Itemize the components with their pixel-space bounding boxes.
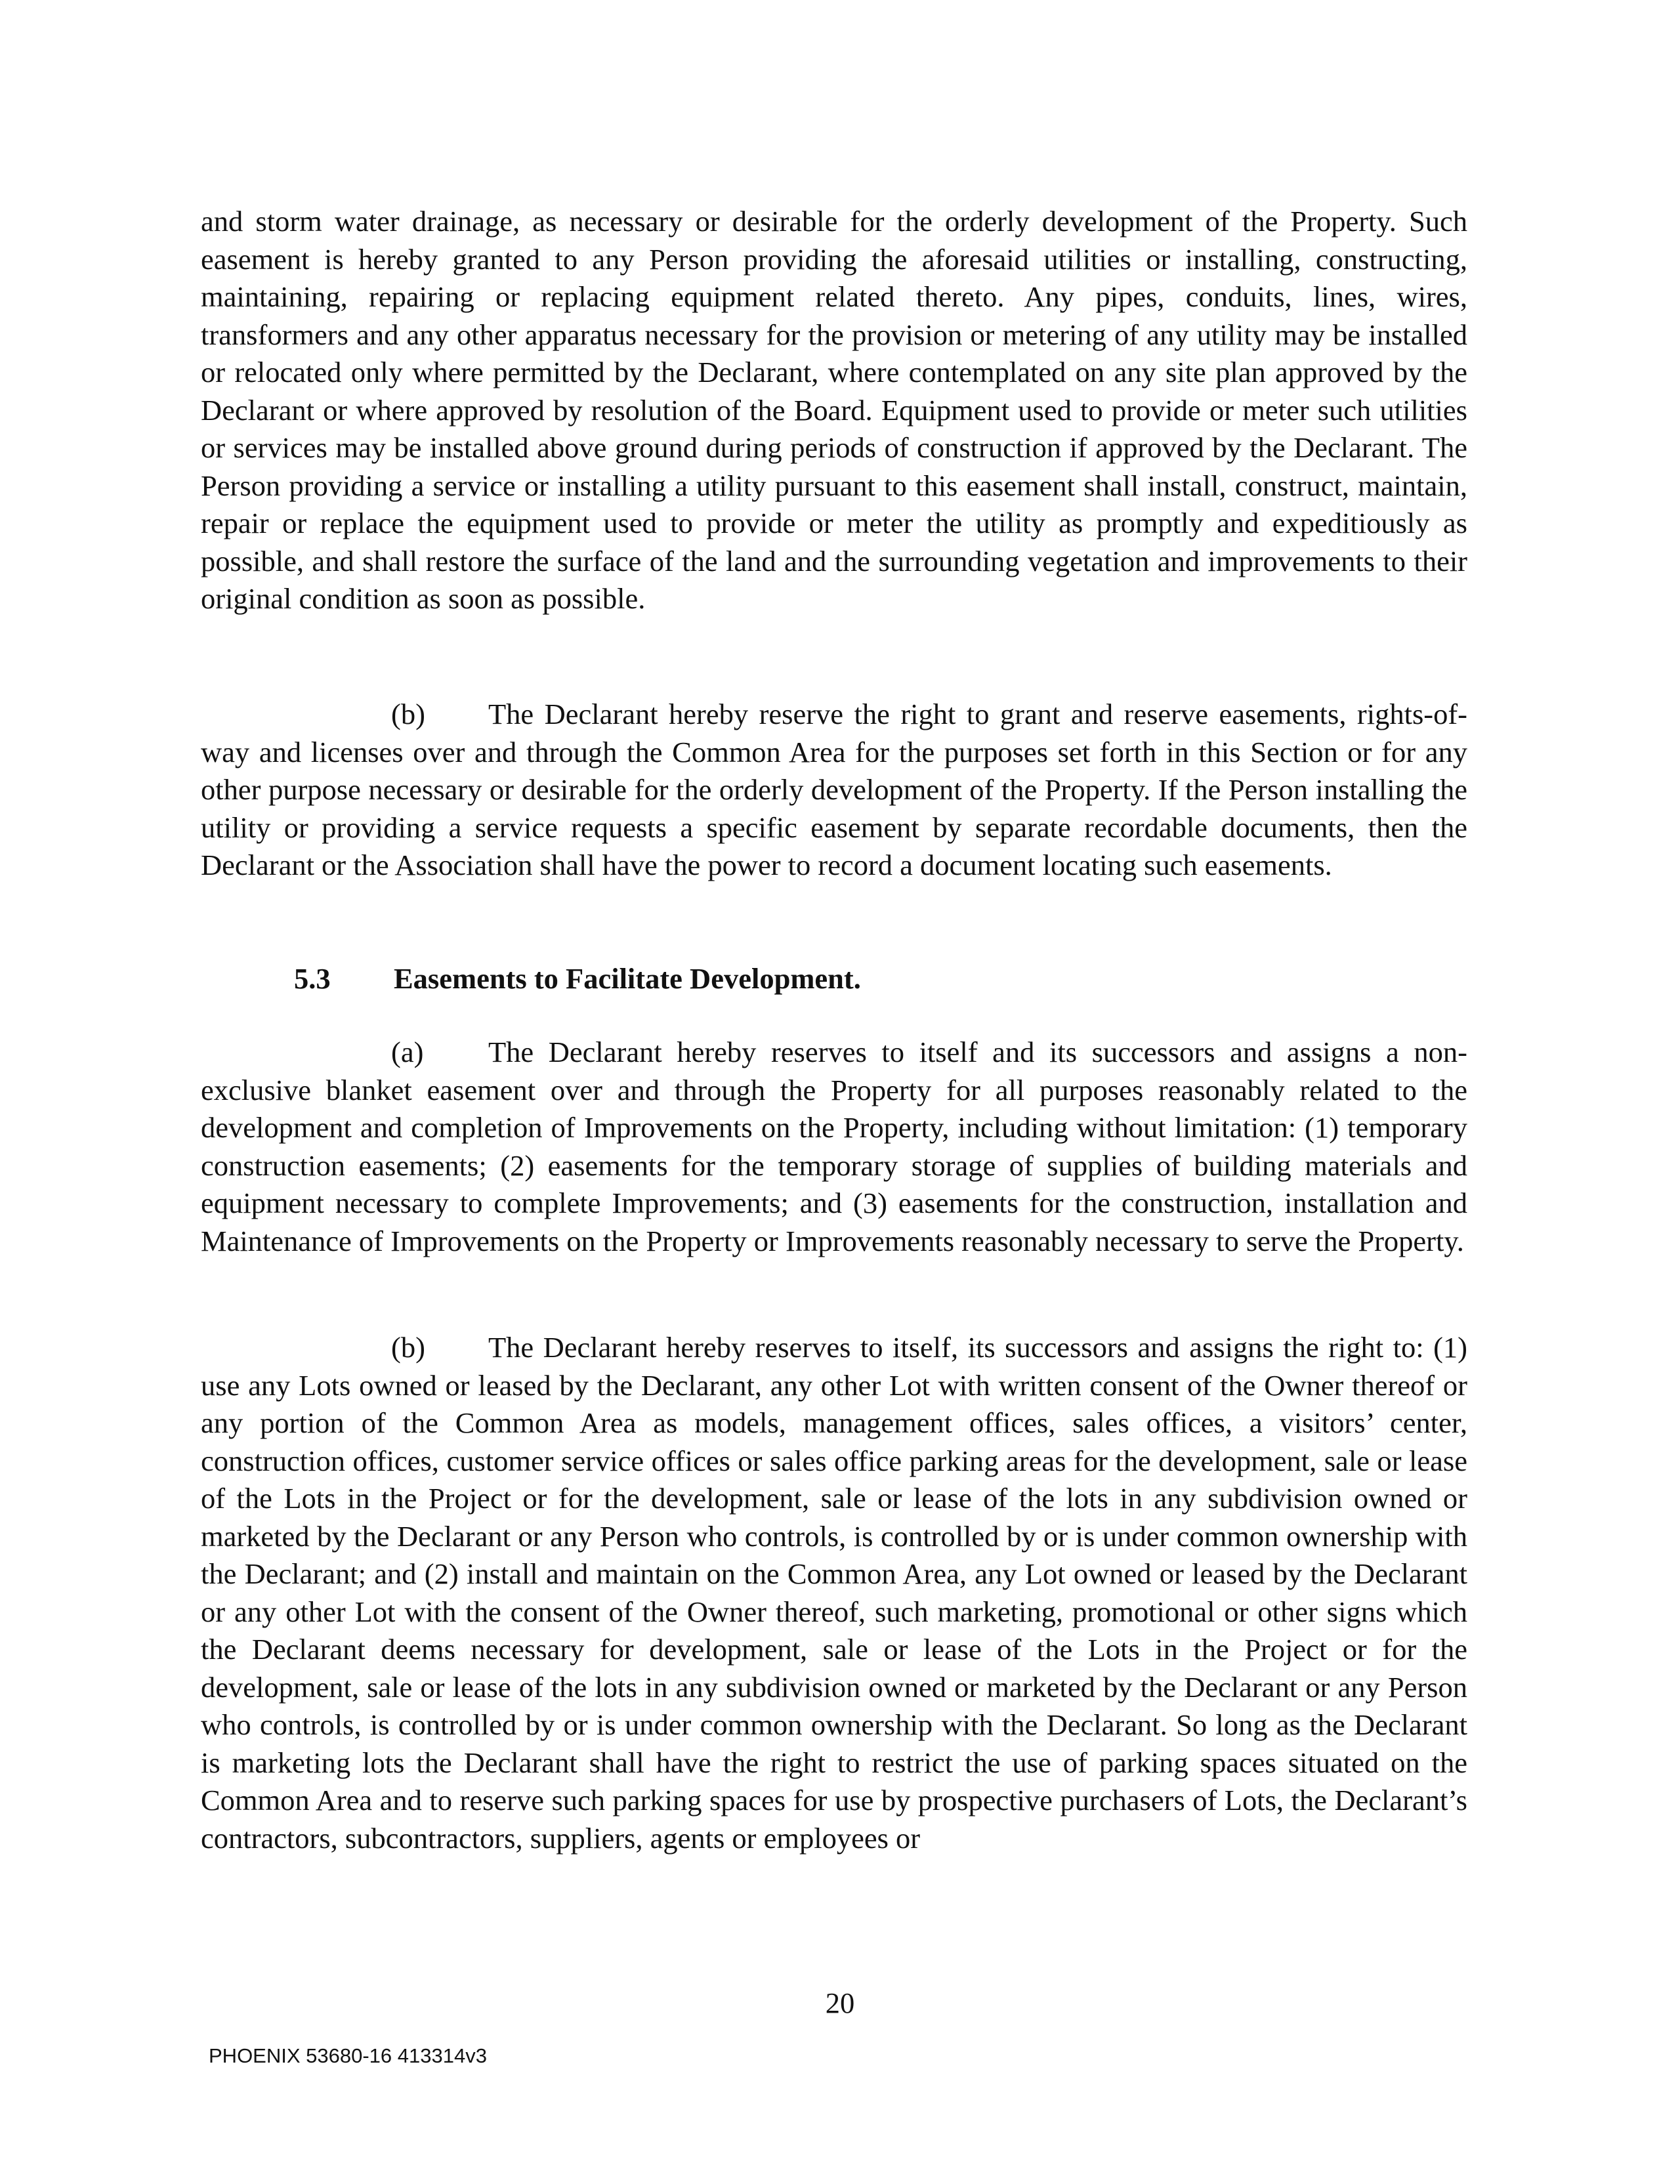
paragraph-continuation (201, 203, 1467, 618)
paragraph-marker: (b) (391, 698, 425, 730)
paragraph-marker: (a) (391, 1036, 424, 1068)
paragraph-5-3-b (201, 1329, 1467, 1857)
paragraph-5-2-b (201, 696, 1467, 885)
paragraph-text: The Declarant hereby reserves to itself, its successors and assigns the right to: (1) use any Lots owned or leased by the Declarant, any other Lot with written consent of the Owner thereof or any portion of the Common Area as models, management offices, sales offices, a visitors’ center, construction offices, customer service offices or sales office parking areas for the development, sale or lease of the Lots in the Project or for the development, sale or lease of the lots in any subdivision owned or marketed by the Declarant or any Person who controls, is controlled by or is under common ownership with the Declarant; and (2) install and maintain on the Common Area, any Lot owned or leased by the Declarant or any other Lot with the consent of the Owner thereof, such marketing, promotional or other signs which the Declarant deems necessary for development, sale or lease of the Lots in the Project or for the development, sale or lease of the lots in any subdivision owned or marketed by the Declarant or any Person who controls, is controlled by or is under common ownership with the Declarant. So long as the Declarant is marketing lots the Declarant shall have the right to restrict the use of parking spaces situated on the Common Area and to reserve such parking spaces for use by prospective purchasers of Lots, the Declarant’s contractors, subcontractors, suppliers, agents or employees or (201, 1331, 1467, 1855)
paragraph-text: The Declarant hereby reserve the right to grant and reserve easements, rights-of-way and licenses over and through the Common Area for the purposes set forth in this Section or for any other purpose necessary or desirable for the orderly development of the Property. If the Person installing the utility or providing a service requests a specific easement by separate recordable documents, then the Declarant or the Association shall have the power to record a document locating such easements. (201, 698, 1467, 881)
section-number: 5.3 (294, 962, 331, 995)
paragraph-text: The Declarant hereby reserves to itself and its successors and assigns a non-exclusive blanket easement over and through the Property for all purposes reasonably related to the development and completion of Improvements on the Property, including without limitation: (1) temporary construction easements; (2) easements for the temporary storage of supplies of building materials and equipment necessary to complete Improvements; and (3) easements for the construction, installation and Maintenance of Improvements on the Property or Improvements reasonably necessary to serve the Property. (201, 1036, 1467, 1257)
paragraph-marker: (b) (391, 1331, 425, 1364)
document-id: PHOENIX 53680-16 413314v3 (209, 2044, 487, 2067)
section-heading (294, 960, 861, 998)
page-number: 20 (825, 1986, 855, 2019)
section-title: Easements to Facilitate Development. (394, 962, 861, 995)
paragraph-text: and storm water drainage, as necessary or desirable for the orderly development of the Property. Such easement is hereby granted to any Person providing the aforesaid utilities or installing, constructing, maintaining, repairing or replacing equipment related thereto. Any pipes, conduits, lines, wires, transformers and any other apparatus necessary for the provision or metering of any utility may be installed or relocated only where permitted by the Declarant, where contemplated on any site plan approved by the Declarant or where approved by resolution of the Board. Equipment used to provide or meter such utilities or services may be installed above ground during periods of construction if approved by the Declarant. The Person providing a service or installing a utility pursuant to this easement shall install, construct, maintain, repair or replace the equipment used to provide or meter the utility as promptly and expeditiously as possible, and shall restore the surface of the land and the surrounding vegetation and improvements to their original condition as soon as possible. (201, 205, 1467, 615)
paragraph-5-3-a (201, 1034, 1467, 1260)
